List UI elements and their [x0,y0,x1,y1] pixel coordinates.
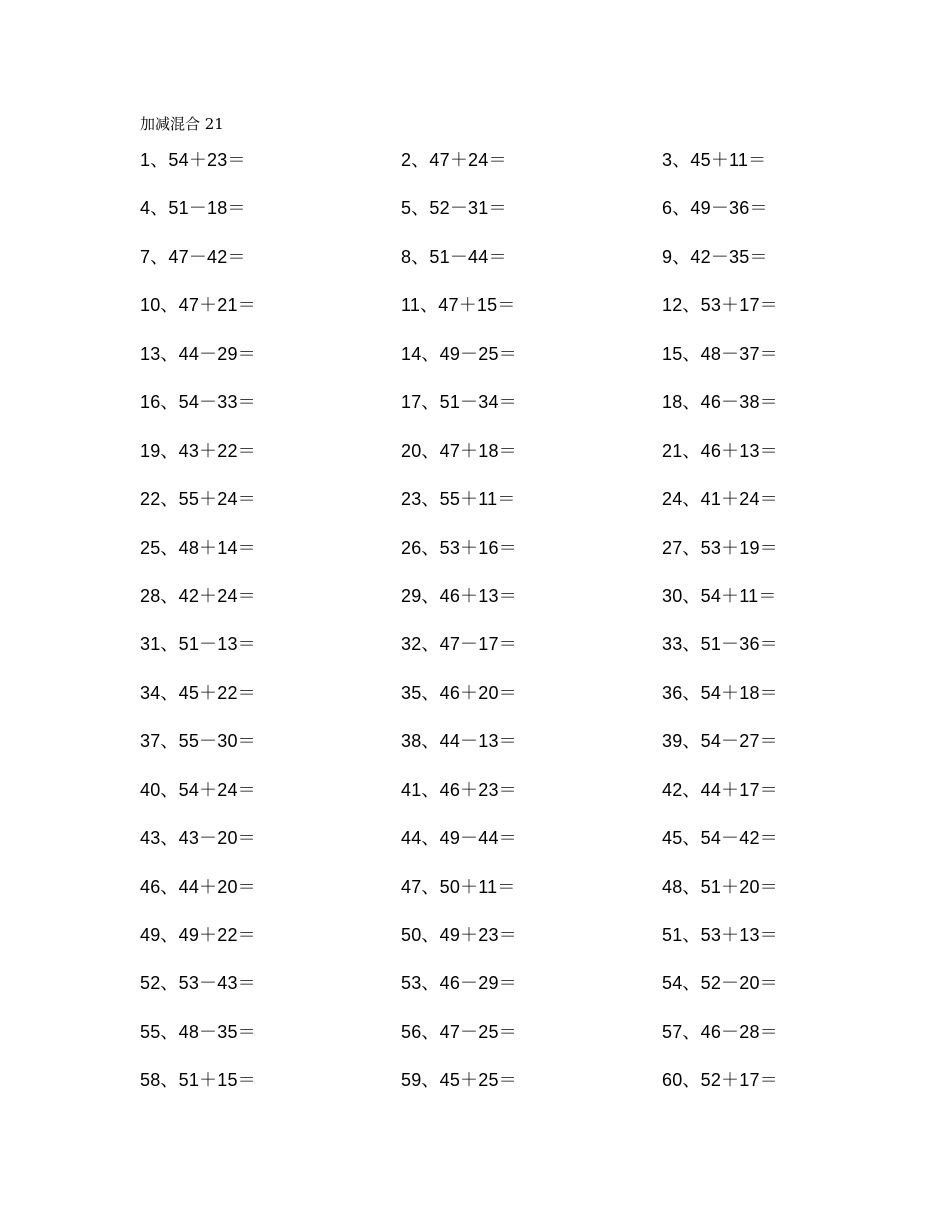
problem-item: 34、45＋22＝ [140,682,256,703]
problem-item: 52、53－43＝ [140,973,256,994]
problem-item: 24、41＋24＝ [662,489,778,510]
problem-item: 44、49－44＝ [401,828,517,849]
problem-item: 38、44－13＝ [401,731,517,752]
problem-item: 12、53＋17＝ [662,295,778,316]
problem-item: 25、48＋14＝ [140,537,256,558]
problem-item: 37、55－30＝ [140,731,256,752]
problem-item: 40、54＋24＝ [140,779,256,800]
problem-item: 32、47－17＝ [401,634,517,655]
problem-item: 23、55＋11＝ [401,489,516,510]
problem-item: 47、50＋11＝ [401,876,516,897]
problem-item: 59、45＋25＝ [401,1070,517,1091]
problem-item: 22、55＋24＝ [140,489,256,510]
problem-item: 30、54＋11＝ [662,585,777,606]
problem-item: 20、47＋18＝ [401,440,517,461]
problem-item: 50、49＋23＝ [401,925,517,945]
problem-item: 17、51－34＝ [401,392,517,413]
problem-item: 36、54＋18＝ [662,682,778,703]
problem-item: 56、47－25＝ [401,1021,517,1042]
problem-item: 35、46＋20＝ [401,682,517,703]
problem-item: 5、52－31＝ [401,198,507,219]
problem-item: 14、49－25＝ [401,343,517,364]
problem-item: 58、51＋15＝ [140,1070,256,1091]
problem-item: 19、43＋22＝ [140,440,256,461]
problem-item: 60、52＋17＝ [662,1070,778,1091]
problem-item: 3、45＋11＝ [662,150,767,170]
problem-item: 31、51－13＝ [140,634,256,655]
problem-item: 15、48－37＝ [662,343,778,364]
problem-item: 2、47＋24＝ [401,150,507,170]
problem-item: 43、43－20＝ [140,828,256,849]
problem-item: 27、53＋19＝ [662,537,778,558]
problem-item: 41、46＋23＝ [401,779,517,800]
problem-item: 6、49－36＝ [662,198,768,219]
worksheet-title: 加减混合 21 [140,115,224,133]
problem-item: 28、42＋24＝ [140,585,256,606]
problem-item: 39、54－27＝ [662,731,778,752]
problem-item: 55、48－35＝ [140,1021,256,1042]
problem-item: 21、46＋13＝ [662,440,778,461]
problem-item: 45、54－42＝ [662,828,778,849]
problem-item: 46、44＋20＝ [140,876,256,897]
problem-item: 26、53＋16＝ [401,537,517,558]
problem-item: 9、42－35＝ [662,246,768,267]
problem-item: 33、51－36＝ [662,634,778,655]
problem-item: 29、46＋13＝ [401,585,517,606]
problem-item: 11、47＋15＝ [401,295,516,316]
problem-item: 7、47－42＝ [140,246,246,267]
problem-item: 57、46－28＝ [662,1021,778,1042]
problem-item: 1、54＋23＝ [140,150,246,170]
problem-item: 18、46－38＝ [662,392,778,413]
problem-item: 53、46－29＝ [401,973,517,994]
problem-grid [140,145,840,1114]
problem-item: 10、47＋21＝ [140,295,256,316]
problem-item: 4、51－18＝ [140,198,246,219]
problem-item: 51、53＋13＝ [662,925,778,945]
problem-item: 54、52－20＝ [662,973,778,994]
problem-item: 42、44＋17＝ [662,779,778,800]
problem-item: 48、51＋20＝ [662,876,778,897]
problem-item: 49、49＋22＝ [140,925,256,945]
problem-item: 16、54－33＝ [140,392,256,413]
problem-item: 13、44－29＝ [140,343,256,364]
problem-item: 8、51－44＝ [401,246,507,267]
